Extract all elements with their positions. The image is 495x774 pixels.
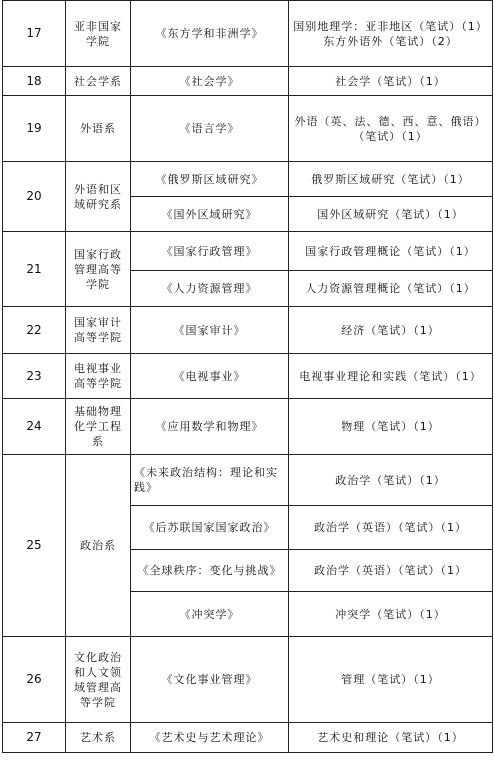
program-cell: 《俄罗斯区域研究》 bbox=[131, 162, 289, 197]
table-row bbox=[3, 67, 493, 96]
exam-cell: 俄罗斯区域研究（笔试）（1） bbox=[289, 162, 493, 197]
table-row bbox=[3, 455, 493, 506]
exam-cell: 艺术史和理论（笔试）（1） bbox=[289, 723, 493, 753]
exam-cell: 社会学（笔试）（1） bbox=[289, 67, 493, 96]
department-cell: 亚非国家学院 bbox=[66, 1, 131, 67]
table-row bbox=[3, 232, 493, 271]
exam-cell: 物理（笔试）（1） bbox=[289, 399, 493, 455]
row-number: 27 bbox=[3, 723, 66, 753]
program-cell: 《社会学》 bbox=[131, 67, 289, 96]
table-row bbox=[3, 162, 493, 197]
program-table bbox=[2, 0, 493, 753]
program-cell: 《国外区域研究》 bbox=[131, 197, 289, 232]
program-cell: 《国家行政管理》 bbox=[131, 232, 289, 271]
row-number: 25 bbox=[3, 455, 66, 637]
exam-cell: 冲突学（笔试）（1） bbox=[289, 592, 493, 637]
exam-cell: 国家行政管理概论（笔试）（1） bbox=[289, 232, 493, 271]
exam-cell: 政治学（英语）（笔试）（1） bbox=[289, 550, 493, 592]
row-number: 21 bbox=[3, 232, 66, 307]
program-cell: 《国家审计》 bbox=[131, 307, 289, 354]
row-number: 17 bbox=[3, 1, 66, 67]
exam-cell: 外语（英、法、德、西、意、俄语）（笔试）（1） bbox=[289, 96, 493, 162]
row-number: 24 bbox=[3, 399, 66, 455]
exam-cell: 经济（笔试）（1） bbox=[289, 307, 493, 354]
table-row bbox=[3, 307, 493, 354]
department-cell: 艺术系 bbox=[66, 723, 131, 753]
department-cell: 社会学系 bbox=[66, 67, 131, 96]
department-cell: 政治系 bbox=[66, 455, 131, 637]
exam-cell: 电视事业理论和实践（笔试）（1） bbox=[289, 354, 493, 399]
department-cell: 外语和区域研究系 bbox=[66, 162, 131, 232]
program-cell: 《冲突学》 bbox=[131, 592, 289, 637]
table-row bbox=[3, 399, 493, 455]
exam-cell: 国外区域研究（笔试）（1） bbox=[289, 197, 493, 232]
program-cell: 《艺术史与艺术理论》 bbox=[131, 723, 289, 753]
program-cell: 《语言学》 bbox=[131, 96, 289, 162]
exam-cell: 管理（笔试）（1） bbox=[289, 637, 493, 723]
program-cell: 《东方学和非洲学》 bbox=[131, 1, 289, 67]
department-cell: 国家行政管理高等学院 bbox=[66, 232, 131, 307]
program-cell: 《后苏联国家国家政治》 bbox=[131, 506, 289, 550]
row-number: 20 bbox=[3, 162, 66, 232]
table-row bbox=[3, 637, 493, 723]
program-cell: 《应用数学和物理》 bbox=[131, 399, 289, 455]
department-cell: 文化政治和人文领域管理高等学院 bbox=[66, 637, 131, 723]
exam-cell: 人力资源管理概论（笔试）（1） bbox=[289, 271, 493, 307]
program-cell: 《全球秩序：变化与挑战》 bbox=[131, 550, 289, 592]
department-cell: 基础物理化学工程系 bbox=[66, 399, 131, 455]
row-number: 18 bbox=[3, 67, 66, 96]
exam-cell: 政治学（笔试）（1） bbox=[289, 455, 493, 506]
exam-cell: 国别地理学：亚非地区（笔试）（1） 东方外语外（笔试）（2） bbox=[289, 1, 493, 67]
program-cell: 《电视事业》 bbox=[131, 354, 289, 399]
department-cell: 国家审计高等学院 bbox=[66, 307, 131, 354]
row-number: 26 bbox=[3, 637, 66, 723]
program-cell: 《人力资源管理》 bbox=[131, 271, 289, 307]
table-row bbox=[3, 723, 493, 753]
department-cell: 电视事业高等学院 bbox=[66, 354, 131, 399]
row-number: 19 bbox=[3, 96, 66, 162]
row-number: 22 bbox=[3, 307, 66, 354]
table-row bbox=[3, 96, 493, 162]
program-cell: 《未来政治结构：理论和实践》 bbox=[131, 455, 289, 506]
table-row bbox=[3, 1, 493, 67]
exam-cell: 政治学（英语）（笔试）（1） bbox=[289, 506, 493, 550]
row-number: 23 bbox=[3, 354, 66, 399]
program-cell: 《文化事业管理》 bbox=[131, 637, 289, 723]
department-cell: 外语系 bbox=[66, 96, 131, 162]
table-row bbox=[3, 354, 493, 399]
